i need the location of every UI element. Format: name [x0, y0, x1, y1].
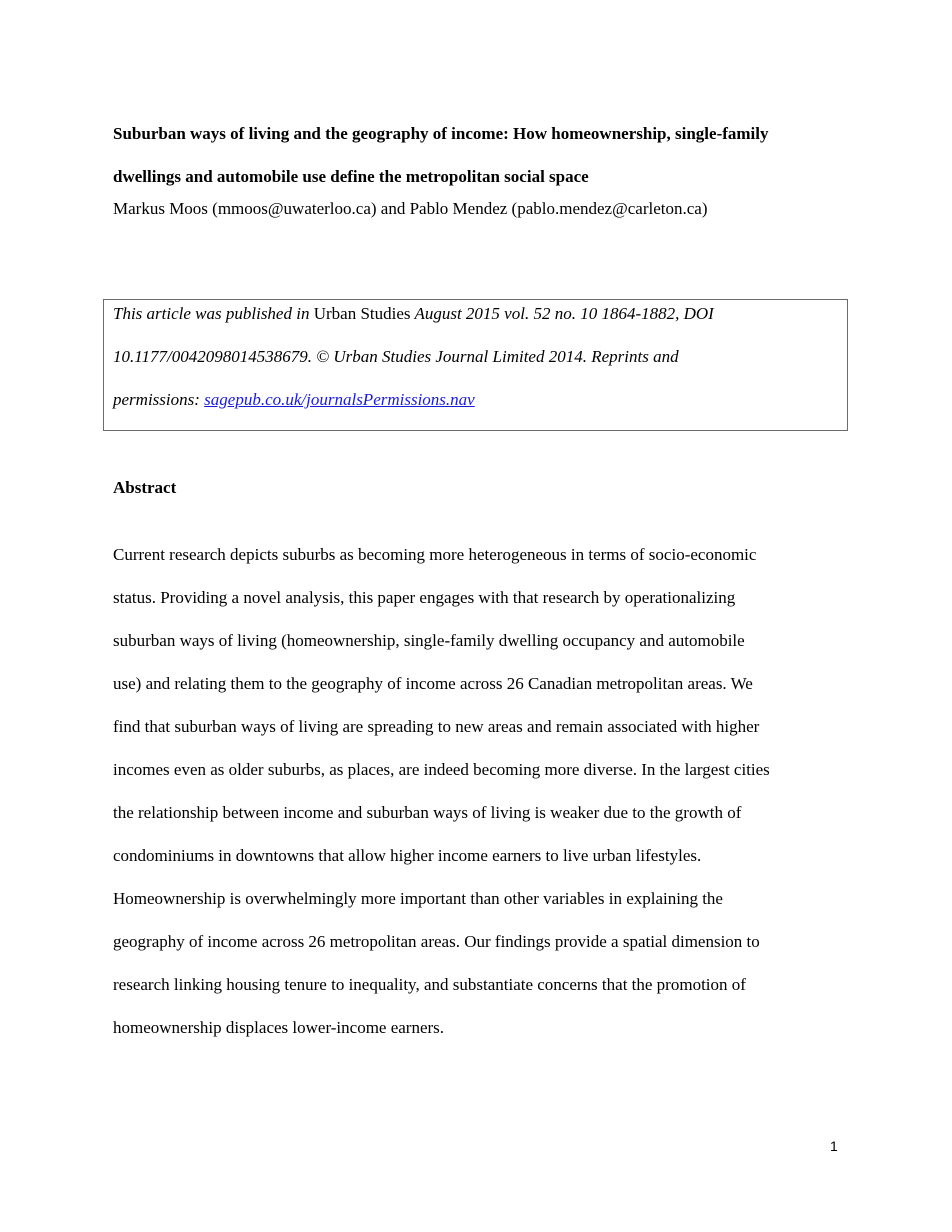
publication-prefix: This article was published in: [113, 304, 314, 323]
abstract-heading: Abstract: [113, 478, 177, 497]
publication-line-2: 10.1177/0042098014538679. © Urban Studies Journal Limited 2014. Reprints and: [113, 347, 679, 366]
publication-notice-box: [103, 299, 848, 431]
abstract-line: condominiums in downtowns that allow higher income earners to live urban lifestyles.: [113, 846, 702, 865]
author-line: Markus Moos (mmoos@uwaterloo.ca) and Pablo Mendez (pablo.mendez@carleton.ca): [113, 199, 708, 218]
publication-volume: August 2015 vol. 52 no. 10 1864-1882, DOI: [410, 304, 714, 323]
abstract-line: find that suburban ways of living are spreading to new areas and remain associated with higher: [113, 717, 760, 736]
abstract-line: geography of income across 26 metropolitan areas. Our findings provide a spatial dimension to: [113, 932, 760, 951]
abstract-line: research linking housing tenure to inequality, and substantiate concerns that the promotion of: [113, 975, 746, 994]
abstract-line: status. Providing a novel analysis, this paper engages with that research by operationalizing: [113, 588, 736, 607]
abstract-line: the relationship between income and suburban ways of living is weaker due to the growth of: [113, 803, 742, 822]
page-number: 1: [830, 1138, 838, 1154]
abstract-line: incomes even as older suburbs, as places, are indeed becoming more diverse. In the largest cities: [113, 760, 770, 779]
publication-line-1: [113, 301, 714, 327]
journal-name: Urban Studies: [313, 304, 411, 323]
paper-title: [113, 112, 853, 198]
abstract-line: suburban ways of living (homeownership, single-family dwelling occupancy and automobile: [113, 631, 745, 650]
permissions-link[interactable]: sagepub.co.uk/journalsPermissions.nav: [204, 390, 475, 409]
title-line: dwellings and automobile use define the metropolitan social space: [113, 167, 589, 186]
permissions-label: permissions:: [113, 390, 205, 409]
abstract-body: [113, 533, 853, 1049]
abstract-line: Current research depicts suburbs as becoming more heterogeneous in terms of socio-economic: [113, 545, 757, 564]
title-line: Suburban ways of living and the geography of income: How homeownership, single-family: [113, 124, 769, 143]
publication-line-3: [113, 387, 475, 413]
abstract-line: use) and relating them to the geography of income across 26 Canadian metropolitan areas. We: [113, 674, 753, 693]
abstract-line: homeownership displaces lower-income earners.: [113, 1018, 445, 1037]
abstract-line: Homeownership is overwhelmingly more important than other variables in explaining the: [113, 889, 723, 908]
